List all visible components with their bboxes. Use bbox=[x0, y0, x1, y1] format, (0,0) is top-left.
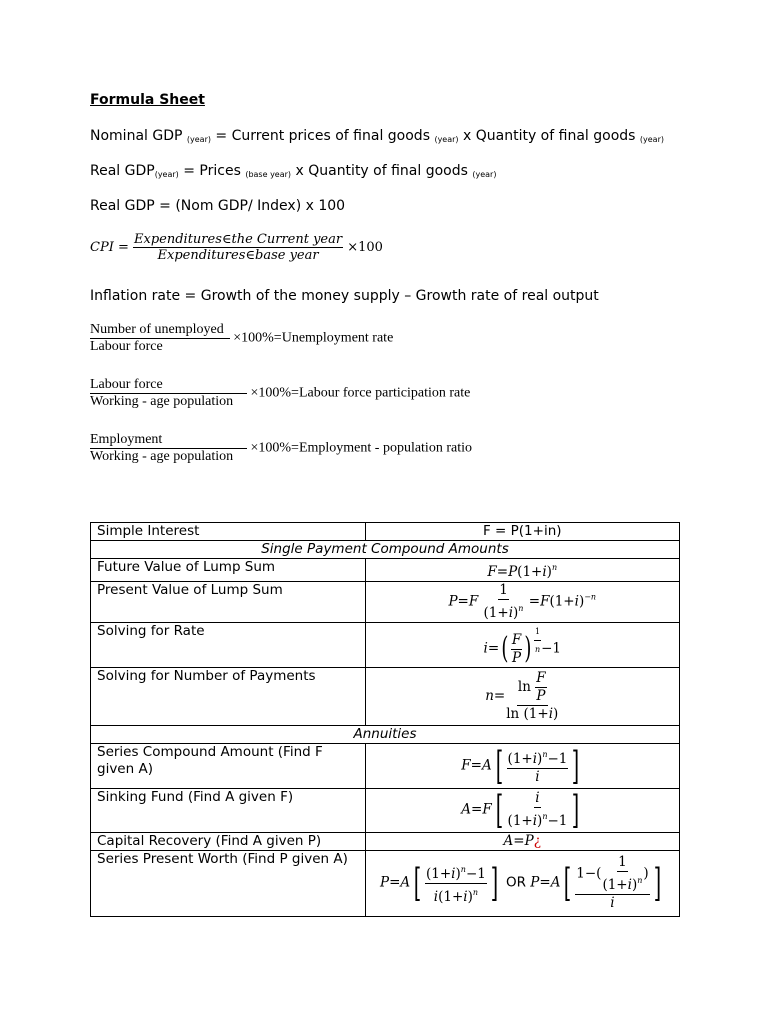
or-label: OR bbox=[505, 874, 526, 891]
pv-label: Present Value of Lump Sum bbox=[91, 582, 366, 623]
sca-label: Series Compound Amount (Find F given A) bbox=[91, 743, 366, 788]
participation-denominator: Working - age population bbox=[90, 394, 234, 409]
table-row bbox=[91, 667, 680, 725]
cpi-multiplier: ×100 bbox=[347, 240, 383, 255]
unemployment-rhs: ×100%=Unemployment rate bbox=[233, 330, 394, 346]
nper-fraction: ln $\frac{F}{P}$ ln (1+i) bbox=[506, 669, 559, 722]
spw-formula: P=A [ $\frac{(1+i)^n-1}{i(1+i)^n}$ ] OR P=A [ 1−( $\frac{1}{(1+i)^n}$ ) i ] bbox=[365, 850, 679, 916]
inflation-rate-formula: Inflation rate = Growth of the money supply – Growth rate of real output bbox=[90, 288, 599, 304]
table-row bbox=[91, 582, 680, 623]
nominal-gdp-sub-3: (year) bbox=[639, 135, 664, 144]
page-title: Formula Sheet bbox=[90, 92, 205, 108]
sf-label: Sinking Fund (Find A given F) bbox=[91, 788, 366, 832]
employment-numerator: Employment bbox=[90, 432, 247, 449]
real-gdp-lhs: Real GDP bbox=[90, 163, 155, 179]
nper-label: Solving for Number of Payments bbox=[91, 667, 366, 725]
real-gdp-formula bbox=[90, 163, 496, 179]
table-row bbox=[91, 523, 680, 541]
unemployment-numerator: Number of unemployed bbox=[90, 322, 230, 339]
fv-formula: $F=P(1+i)^n$ bbox=[365, 559, 679, 582]
employment-fraction bbox=[90, 432, 247, 465]
annuities-section-header: Annuities bbox=[91, 725, 680, 743]
pv-formula: P=F $\frac{1}{(1+i)^n}$ $=F(1+i)^{-n}$ bbox=[365, 582, 679, 623]
nper-formula: n= ln $\frac{F}{P}$ ln (1+i) bbox=[365, 667, 679, 725]
cr-label: Capital Recovery (Find A given P) bbox=[91, 832, 366, 850]
cpi-numerator: Expenditures∈the Current year bbox=[134, 232, 343, 247]
nominal-gdp-mid: x Quantity of final goods bbox=[458, 128, 636, 144]
fv-label: Future Value of Lump Sum bbox=[91, 559, 366, 582]
nominal-gdp-sub-2: (year) bbox=[434, 135, 459, 144]
cpi-fraction bbox=[133, 232, 343, 263]
participation-fraction bbox=[90, 377, 247, 410]
spca-section-header: Single Payment Compound Amounts bbox=[91, 541, 680, 559]
cpi-formula bbox=[90, 232, 383, 263]
table-row bbox=[91, 832, 680, 850]
real-gdp-index-formula: Real GDP = (Nom GDP/ Index) x 100 bbox=[90, 198, 346, 214]
table-row bbox=[91, 850, 680, 916]
table-row bbox=[91, 788, 680, 832]
employment-rhs: ×100%=Employment - population ratio bbox=[250, 440, 472, 456]
interest-formula-table bbox=[90, 522, 680, 917]
sca-formula: F=A [ $\frac{(1+i)^n-1}{i}$ ] bbox=[365, 743, 679, 788]
nominal-gdp-eq: = Current prices of final goods bbox=[210, 128, 430, 144]
simple-interest-formula: F = P(1+in) bbox=[365, 523, 679, 541]
cr-formula: A=P¿ bbox=[365, 832, 679, 850]
real-gdp-sub-1: (year) bbox=[154, 170, 179, 179]
rate-formula: i= ( $\frac{F}{P}$ ) $^{\frac{1}{n}}$ −1 bbox=[365, 623, 679, 668]
nominal-gdp-sub-1: (year) bbox=[186, 135, 211, 144]
cpi-denominator: Expenditures∈base year bbox=[157, 248, 319, 263]
table-row bbox=[91, 559, 680, 582]
real-gdp-eq: = Prices bbox=[178, 163, 241, 179]
real-gdp-sub-2: (base year) bbox=[245, 170, 292, 179]
real-gdp-mid: x Quantity of final goods bbox=[291, 163, 468, 179]
participation-rate-formula bbox=[90, 377, 470, 410]
table-row bbox=[91, 623, 680, 668]
participation-rhs: ×100%=Labour force participation rate bbox=[250, 385, 471, 401]
real-gdp-sub-3: (year) bbox=[472, 170, 497, 179]
table-row bbox=[91, 725, 680, 743]
table-row bbox=[91, 541, 680, 559]
cpi-lhs: CPI = bbox=[90, 240, 129, 255]
unemployment-rate-formula bbox=[90, 322, 393, 355]
pv-fraction: $\frac{1}{(1+i)^n}$ bbox=[483, 582, 524, 621]
spw-label: Series Present Worth (Find P given A) bbox=[91, 850, 366, 916]
nominal-gdp-lhs: Nominal GDP bbox=[90, 128, 183, 144]
participation-numerator: Labour force bbox=[90, 377, 247, 394]
unemployment-fraction bbox=[90, 322, 230, 355]
table-row bbox=[91, 743, 680, 788]
rate-label: Solving for Rate bbox=[91, 623, 366, 668]
simple-interest-label: Simple Interest bbox=[91, 523, 366, 541]
employment-denominator: Working - age population bbox=[90, 449, 234, 464]
nominal-gdp-formula bbox=[90, 128, 664, 144]
unemployment-denominator: Labour force bbox=[90, 339, 163, 354]
sf-formula: A=F [ $\frac{i}{(1+i)^n-1}$ ] bbox=[365, 788, 679, 832]
employment-ratio-formula bbox=[90, 432, 472, 465]
